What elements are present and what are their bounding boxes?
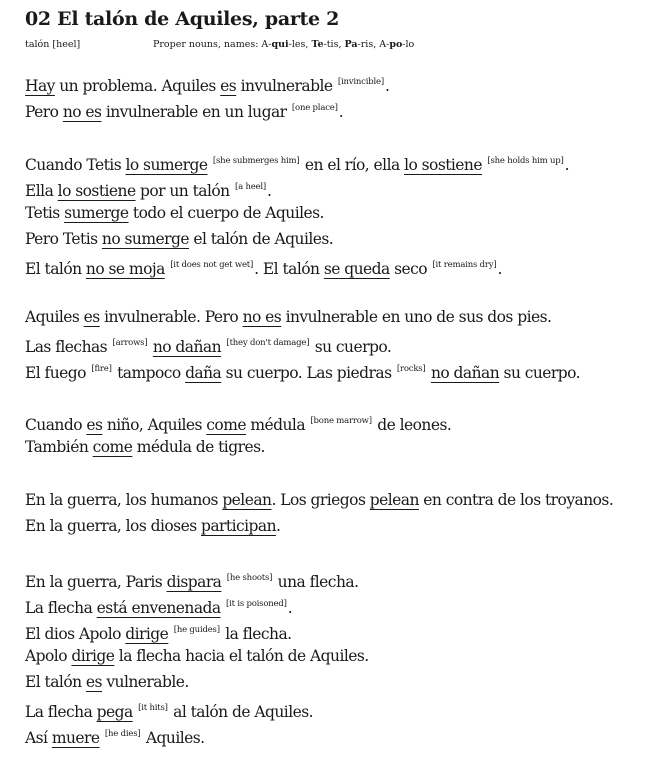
- story-line: [25, 359, 580, 383]
- text-segment: [482, 156, 486, 174]
- text-segment: El fuego: [25, 364, 91, 382]
- text-segment: . El talón: [254, 260, 324, 278]
- text-segment: .: [564, 156, 570, 174]
- stressed-syllable: Pa: [344, 39, 358, 50]
- gloss: [it remains dry]: [432, 260, 497, 270]
- gloss: [she submerges him]: [212, 156, 300, 166]
- gloss: [one place]: [291, 103, 338, 113]
- text-segment: en contra de los troyanos.: [418, 491, 614, 509]
- text-segment: [168, 625, 172, 643]
- gloss: [she holds him up]: [487, 156, 564, 166]
- gloss: [rocks]: [396, 364, 426, 374]
- gloss: [he shoots]: [226, 573, 273, 583]
- text-segment: invulnerable: [236, 77, 337, 95]
- underlined-verb: lo sostiene: [404, 156, 482, 174]
- story-line: [25, 620, 292, 644]
- text-segment: .: [276, 517, 281, 535]
- gloss: [he dies]: [104, 729, 141, 739]
- gloss: [a heel]: [234, 182, 267, 192]
- gloss: [it does not get wet]: [170, 260, 254, 270]
- underlined-verb: se queda: [323, 260, 390, 278]
- text-segment: invulnerable en un lugar: [101, 103, 291, 121]
- story-line: [25, 490, 613, 510]
- story-line: [25, 672, 189, 692]
- gloss: [bone marrow]: [310, 416, 372, 426]
- gloss: [it is poisoned]: [225, 599, 287, 609]
- text-segment: [221, 599, 225, 617]
- text-segment: una flecha.: [273, 573, 359, 591]
- text-segment: El talón: [25, 260, 86, 278]
- text-segment: La flecha: [25, 599, 97, 617]
- text-segment: vulnerable.: [101, 673, 189, 691]
- text-segment: La flecha: [25, 703, 97, 721]
- underlined-verb: es: [220, 77, 237, 95]
- story-line: [25, 646, 369, 666]
- gloss: [he guides]: [173, 625, 220, 635]
- text-segment: el talón de Aquiles.: [188, 230, 334, 248]
- text-segment: [133, 703, 137, 721]
- underlined-verb: no es: [242, 308, 282, 326]
- text-segment: de leones.: [372, 416, 452, 434]
- underlined-verb: come: [92, 438, 133, 456]
- text-segment: .: [384, 77, 390, 95]
- story-line: [25, 229, 333, 249]
- gloss: [fire]: [91, 364, 112, 374]
- text-segment: por un talón: [135, 182, 234, 200]
- text-segment: En la guerra, los humanos: [25, 491, 223, 509]
- underlined-verb: no sumerge: [101, 230, 189, 248]
- story-line: [25, 698, 313, 722]
- text-segment: niño, Aquiles: [102, 416, 207, 434]
- syllable: A-: [261, 39, 272, 50]
- text-segment: su cuerpo.: [499, 364, 581, 382]
- text-segment: .: [287, 599, 293, 617]
- story-line: [25, 724, 205, 748]
- text-segment: seco: [389, 260, 432, 278]
- syllable: -les,: [288, 39, 312, 50]
- text-segment: .: [497, 260, 502, 278]
- underlined-verb: pega: [96, 703, 133, 721]
- text-segment: en el río, ella: [300, 156, 405, 174]
- story-line: [25, 177, 271, 201]
- gloss: [arrows]: [112, 338, 148, 348]
- text-segment: Cuando: [25, 416, 87, 434]
- text-segment: . Los griegos: [271, 491, 370, 509]
- text-segment: Aquiles.: [141, 729, 205, 747]
- underlined-verb: dispara: [166, 573, 222, 591]
- underlined-verb: participan: [200, 517, 277, 535]
- story-line: [25, 203, 324, 223]
- text-segment: [221, 338, 225, 356]
- text-segment: Pero: [25, 103, 63, 121]
- underlined-verb: es: [83, 308, 100, 326]
- text-segment: [221, 573, 225, 591]
- story-line: [25, 151, 569, 175]
- underlined-verb: come: [206, 416, 246, 434]
- underlined-verb: dirige: [71, 647, 115, 665]
- underlined-verb: Hay: [25, 77, 55, 95]
- text-segment: .: [267, 182, 272, 200]
- story-line: [25, 333, 391, 357]
- underlined-verb: no se moja: [85, 260, 165, 278]
- gloss: [they don't damage]: [226, 338, 310, 348]
- text-segment: Ella: [25, 182, 58, 200]
- text-segment: la flecha hacia el talón de Aquiles.: [114, 647, 369, 665]
- story-line: [25, 568, 358, 592]
- story-line: [25, 98, 343, 122]
- story-line: [25, 72, 389, 96]
- text-segment: Pero Tetis: [25, 230, 102, 248]
- text-segment: El talón: [25, 673, 86, 691]
- text-segment: Apolo: [25, 647, 72, 665]
- text-segment: todo el cuerpo de Aquiles.: [128, 204, 324, 222]
- proper-nouns-note: [153, 39, 414, 50]
- vocab-note: talón [heel]: [25, 39, 81, 50]
- text-segment: [165, 260, 169, 278]
- underlined-verb: pelean: [369, 491, 419, 509]
- story-line: [25, 411, 451, 435]
- underlined-verb: no dañan: [430, 364, 500, 382]
- stressed-syllable: po: [389, 39, 403, 50]
- syllable: -ris, A-: [357, 39, 390, 50]
- story-line: [25, 437, 265, 457]
- text-segment: invulnerable. Pero: [99, 308, 243, 326]
- underlined-verb: lo sostiene: [57, 182, 136, 200]
- underlined-verb: daña: [185, 364, 222, 382]
- underlined-verb: es: [86, 416, 103, 434]
- text-segment: Así: [25, 729, 52, 747]
- text-segment: al talón de Aquiles.: [168, 703, 314, 721]
- text-segment: En la guerra, Paris: [25, 573, 167, 591]
- gloss: [invincible]: [337, 77, 384, 87]
- underlined-verb: dirige: [125, 625, 169, 643]
- text-segment: su cuerpo. Las piedras: [221, 364, 396, 382]
- text-segment: Cuando Tetis: [25, 156, 126, 174]
- text-segment: El dios Apolo: [25, 625, 126, 643]
- underlined-verb: no dañan: [152, 338, 222, 356]
- text-segment: su cuerpo.: [310, 338, 392, 356]
- text-segment: En la guerra, los dioses: [25, 517, 201, 535]
- text-segment: la flecha.: [220, 625, 292, 643]
- underlined-verb: está envenenada: [96, 599, 221, 617]
- underlined-verb: no es: [62, 103, 102, 121]
- text-segment: un problema. Aquiles: [54, 77, 221, 95]
- page-title: 02 El talón de Aquiles, parte 2: [25, 8, 340, 30]
- syllable: -lo: [402, 39, 415, 50]
- text-segment: invulnerable en uno de sus dos pies.: [281, 308, 552, 326]
- story-line: [25, 516, 280, 536]
- proper-nouns-prefix: Proper nouns, names:: [153, 39, 262, 50]
- text-segment: [100, 729, 104, 747]
- story-line: [25, 307, 551, 327]
- text-segment: .: [338, 103, 344, 121]
- underlined-verb: sumerge: [64, 204, 129, 222]
- text-segment: médula: [245, 416, 310, 434]
- underlined-verb: es: [85, 673, 102, 691]
- underlined-verb: lo sumerge: [125, 156, 208, 174]
- stressed-syllable: qui: [271, 39, 289, 50]
- story-line: [25, 255, 502, 279]
- text-segment: tampoco: [112, 364, 186, 382]
- underlined-verb: pelean: [222, 491, 272, 509]
- syllable: -tis,: [323, 39, 345, 50]
- text-segment: Aquiles: [25, 308, 84, 326]
- underlined-verb: muere: [51, 729, 100, 747]
- story-line: [25, 594, 292, 618]
- text-segment: médula de tigres.: [132, 438, 265, 456]
- stressed-syllable: Te: [311, 39, 324, 50]
- text-segment: Las flechas: [25, 338, 112, 356]
- text-segment: Tetis: [25, 204, 65, 222]
- text-segment: También: [25, 438, 93, 456]
- gloss: [it hits]: [138, 703, 168, 713]
- text-segment: [208, 156, 212, 174]
